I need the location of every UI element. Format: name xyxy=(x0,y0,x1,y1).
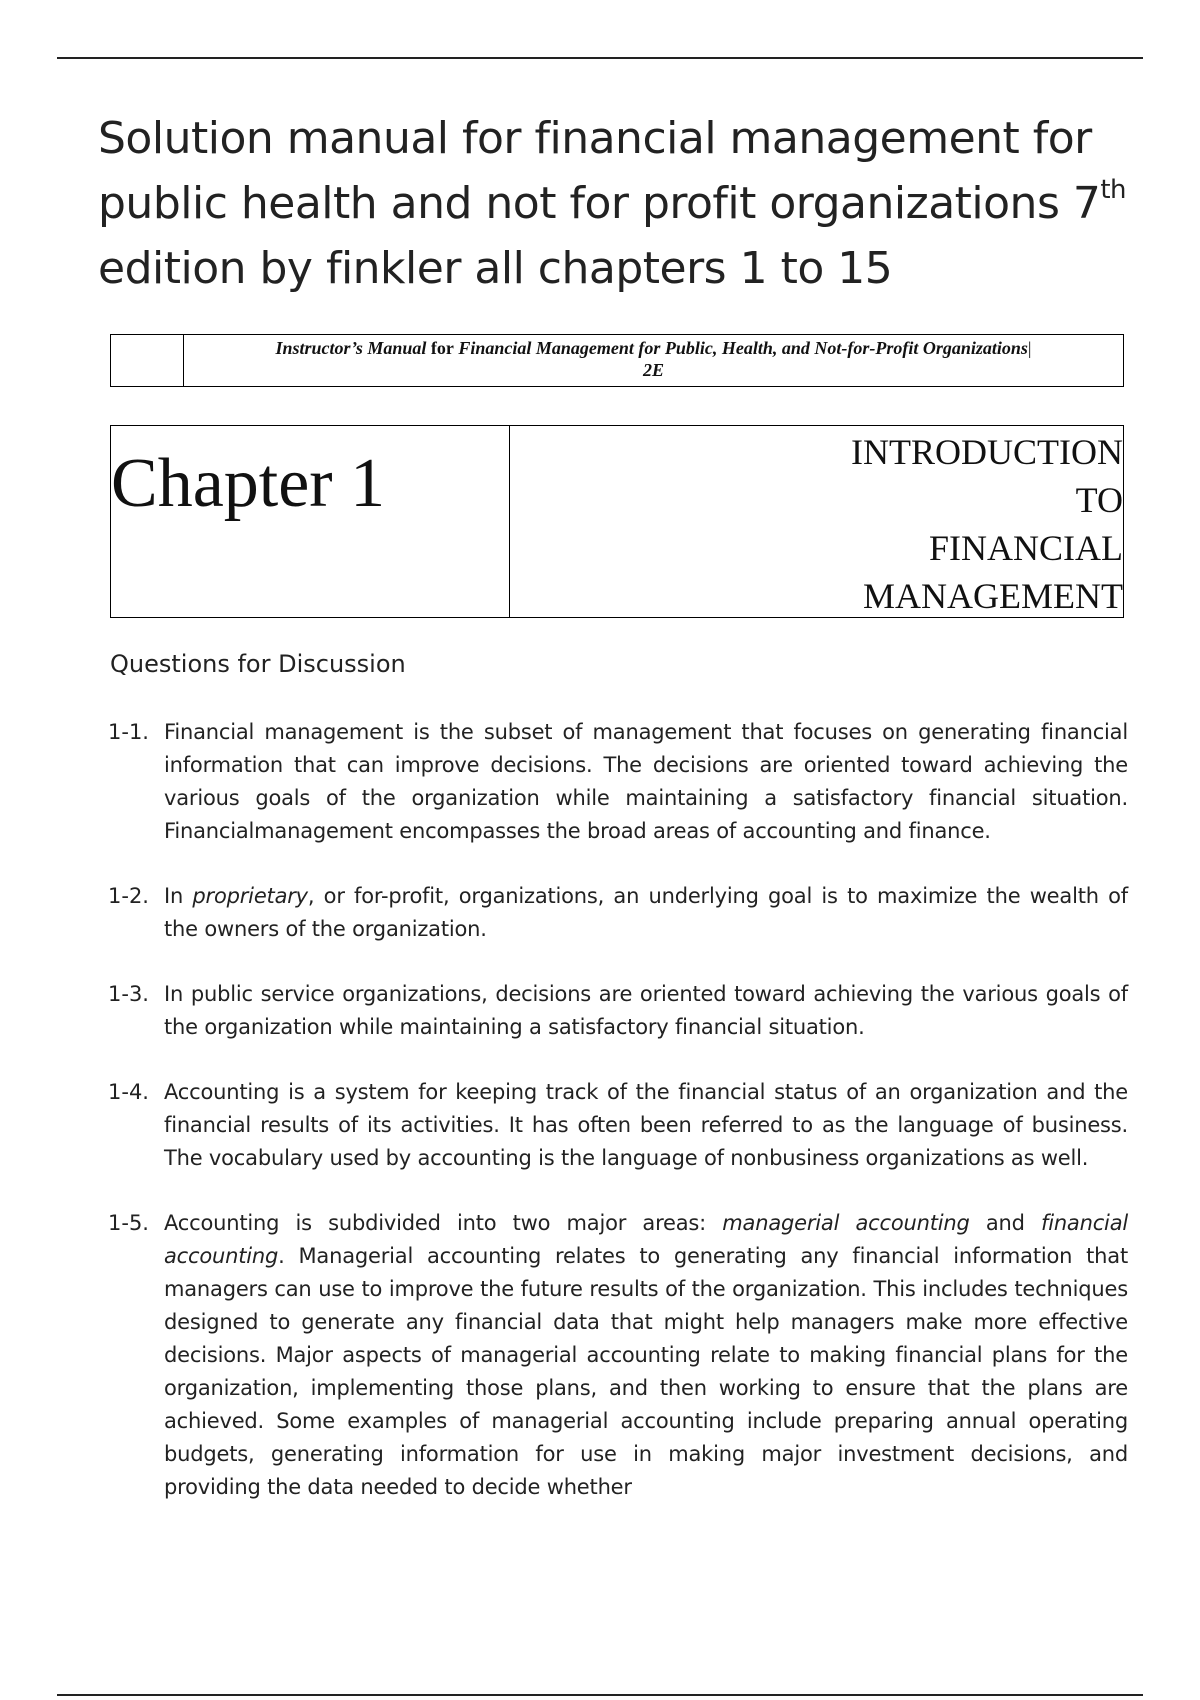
chapter-header xyxy=(110,425,1124,618)
chapter-heading xyxy=(510,426,1123,617)
title-superscript: th xyxy=(1100,175,1127,205)
title-line-2-text: public health and not for profit organizations 7 xyxy=(98,178,1101,229)
instructor-manual-header xyxy=(110,334,1124,387)
chapter-heading-line-2: TO xyxy=(1075,480,1123,520)
question-number: 1-1. xyxy=(108,720,149,744)
section-heading: Questions for Discussion xyxy=(110,650,406,678)
question-text: In public service organizations, decisions are oriented toward achieving the various goals of the organization while maintaining a satisfactory financial situation. xyxy=(164,982,1128,1039)
question-text xyxy=(164,880,1128,946)
for-word: for xyxy=(430,338,454,358)
italic-term: financial accounting xyxy=(164,1211,1128,1268)
questions-list xyxy=(108,716,1128,1536)
question-text xyxy=(164,1207,1128,1504)
italic-term: managerial accounting xyxy=(722,1211,970,1235)
question-item xyxy=(108,1076,1128,1175)
title-line-2 xyxy=(98,171,1128,236)
text-segment: In xyxy=(164,884,193,908)
header-empty-cell xyxy=(111,335,184,386)
question-item xyxy=(108,716,1128,848)
title-line-3: edition by finkler all chapters 1 to 15 xyxy=(98,243,893,294)
italic-term: proprietary xyxy=(192,884,308,908)
question-text: Financial management is the subset of management that focuses on generating financial information that can improve decisions. The decisions are oriented toward achieving the various goals of the organization while maintaining a satisfactory financial situation. Financialmanagement encompasses the broad areas of accounting and finance. xyxy=(164,720,1128,843)
top-rule xyxy=(57,57,1143,59)
question-text: Accounting is a system for keeping track of the financial status of an organization and the financial results of its activities. It has often been referred to as the language of business. The vocabulary used by accounting is the language of nonbusiness organizations as well. xyxy=(164,1080,1128,1170)
manual-label: Instructor’s Manual xyxy=(275,338,427,358)
edition: 2E xyxy=(642,360,664,380)
document-title xyxy=(98,106,1128,301)
chapter-label: Chapter 1 xyxy=(111,426,510,617)
text-segment: , or for-profit, organizations, an underlying goal is to maximize the wealth of the owners of the organization. xyxy=(164,884,1128,941)
header-text-cell xyxy=(184,335,1123,386)
book-title: Financial Management for Public, Health, and Not-for-Profit Organizations xyxy=(458,338,1028,358)
chapter-heading-line-3: FINANCIAL xyxy=(929,528,1123,568)
question-number: 1-4. xyxy=(108,1080,149,1104)
question-number: 1-5. xyxy=(108,1211,149,1235)
question-item xyxy=(108,1207,1128,1504)
text-segment: and xyxy=(969,1211,1041,1235)
text-segment: . Managerial accounting relates to generating any financial information that managers can use to improve the future results of the organization. This includes techniques designed to generate any financial data that might help managers make more effective decisions. Major aspects of managerial accounting relate to making financial plans for the organization, implementing those plans, and then working to ensure that the plans are achieved. Some examples of managerial accounting include preparing annual operating budgets, generating information for use in making major investment decisions, and providing the data needed to decide whether xyxy=(164,1244,1128,1499)
question-item xyxy=(108,880,1128,946)
separator: | xyxy=(1027,338,1032,358)
title-line-1: Solution manual for financial management for xyxy=(98,113,1092,164)
question-number: 1-2. xyxy=(108,884,149,908)
chapter-heading-line-1: INTRODUCTION xyxy=(851,432,1123,472)
question-number: 1-3. xyxy=(108,982,149,1006)
text-segment: Accounting is subdivided into two major areas: xyxy=(164,1211,723,1235)
question-item xyxy=(108,978,1128,1044)
bottom-rule xyxy=(57,1694,1143,1696)
chapter-heading-line-4: MANAGEMENT xyxy=(863,576,1123,616)
